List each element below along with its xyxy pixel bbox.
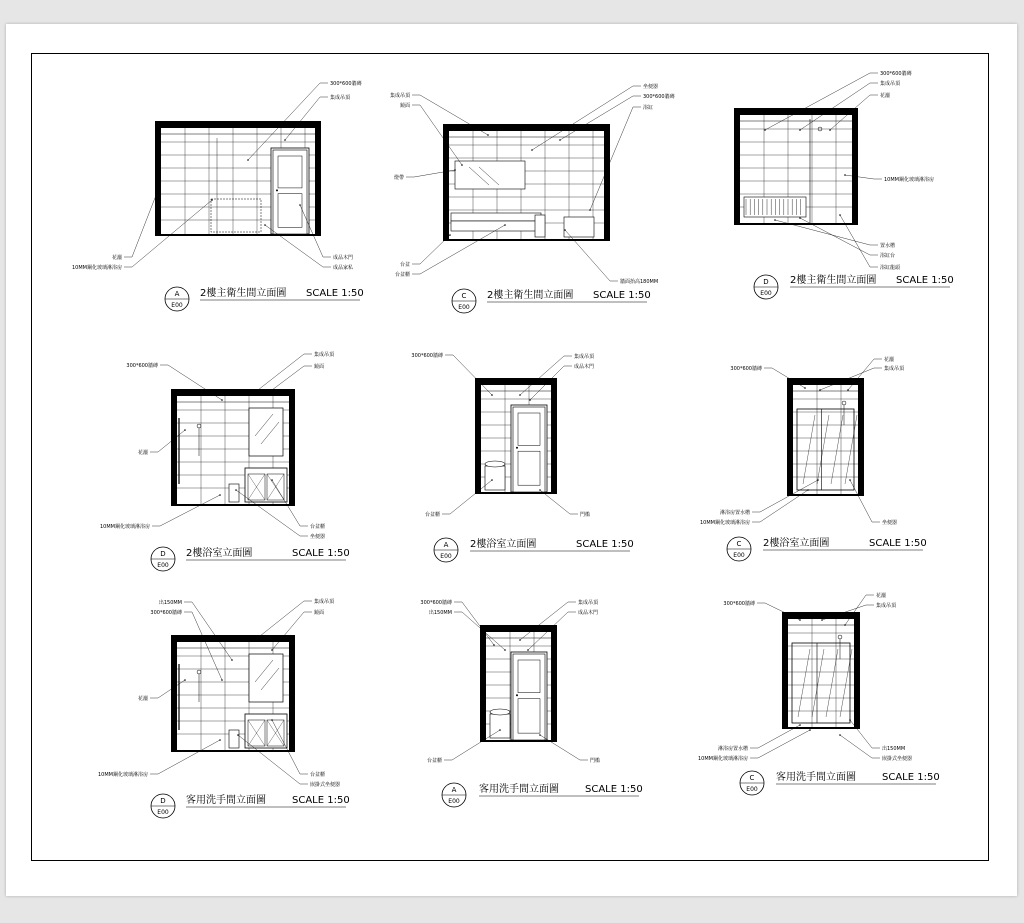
- glass-hatch: [817, 415, 829, 484]
- callout-dot: [849, 479, 851, 481]
- callout-label: 集成吊頂: [314, 352, 335, 358]
- floor-line: [177, 750, 289, 752]
- callout-leader: [192, 612, 222, 680]
- view-scale: SCALE 1:50: [585, 784, 643, 795]
- callout-label: 成品木門: [578, 610, 599, 616]
- callout-dot: [539, 734, 541, 736]
- callout-label: 坐便器: [882, 520, 898, 526]
- callout-dot: [219, 739, 221, 741]
- callout-label: 集成吊頂: [876, 603, 897, 609]
- callout-dot: [539, 489, 541, 491]
- callout-dot: [264, 224, 266, 226]
- ceiling-slab: [171, 635, 295, 642]
- callout-label: 花灑: [137, 696, 148, 702]
- elevation-view-3: [734, 70, 954, 299]
- callout-label: 300*600牆磚: [330, 81, 362, 87]
- elevation-view-1: [72, 80, 364, 311]
- callout-label: 坐便器: [310, 534, 326, 540]
- view-title: 2樓浴室立面圖: [470, 539, 537, 550]
- callout-dot: [491, 479, 493, 481]
- bathtub: [744, 197, 806, 217]
- view-scale: SCALE 1:50: [292, 795, 350, 806]
- mirror: [249, 654, 283, 702]
- callout-leader: [420, 225, 505, 274]
- ceiling-slab: [475, 378, 557, 385]
- view-title: 2樓浴室立面圖: [186, 548, 253, 559]
- section-tag-letter: C: [749, 774, 755, 782]
- callout-dot: [299, 204, 301, 206]
- callout-dot: [531, 149, 533, 151]
- right-wall: [858, 378, 864, 496]
- callout-dot: [184, 429, 186, 431]
- basin: [485, 461, 505, 467]
- shower-enclosure: [797, 409, 854, 490]
- shower-head: [838, 635, 842, 639]
- section-tag-ref: E00: [448, 798, 460, 805]
- callout-dot: [159, 184, 161, 186]
- floor-line: [740, 223, 852, 225]
- callout-label: 鏡面: [399, 103, 410, 109]
- callout-dot: [519, 394, 521, 396]
- vanity-cabinet: [245, 714, 287, 748]
- callout-label: 10MM鋼化玻璃淋浴房: [884, 177, 934, 183]
- callout-dot: [527, 649, 529, 651]
- callout-leader: [420, 105, 462, 165]
- callout-dot: [284, 139, 286, 141]
- callout-dot: [211, 199, 213, 201]
- callout-dot: [504, 649, 506, 651]
- view-scale: SCALE 1:50: [593, 290, 651, 301]
- callout-label: 門槛: [590, 758, 601, 764]
- callout-label: 出150MM: [158, 600, 182, 606]
- callout-label: 300*600牆磚: [730, 366, 762, 372]
- callout-dot: [487, 134, 489, 136]
- shower-head: [197, 670, 201, 674]
- section-tag-ref: E00: [458, 304, 470, 311]
- callout-dot: [809, 729, 811, 731]
- callout-leader: [520, 356, 564, 395]
- left-wall: [155, 121, 161, 236]
- callout-dot: [449, 234, 451, 236]
- callout-leader: [272, 612, 304, 650]
- callout-dot: [804, 387, 806, 389]
- elevation-view-5: [411, 352, 633, 562]
- left-wall: [171, 389, 177, 506]
- elevation-view-6: [700, 356, 927, 561]
- glass-hatch: [845, 415, 857, 484]
- section-tag-letter: A: [451, 786, 457, 794]
- callout-leader: [462, 602, 494, 645]
- callout-dot: [821, 619, 823, 621]
- elevation-view-2: [390, 83, 675, 313]
- callout-label: 300*600牆磚: [723, 601, 755, 607]
- callout-leader: [450, 480, 492, 514]
- callout-label: 花灑: [884, 357, 895, 363]
- callout-label: 台盆櫃: [310, 524, 326, 530]
- glass-hatch: [812, 649, 824, 717]
- section-tag-ref: E00: [171, 302, 183, 309]
- furniture-outline: [211, 199, 261, 232]
- callout-leader: [532, 86, 633, 150]
- callout-dot: [271, 479, 273, 481]
- toilet: [535, 215, 545, 237]
- section-tag-ref: E00: [440, 553, 452, 560]
- view-scale: SCALE 1:50: [306, 288, 364, 299]
- callout-dot: [499, 729, 501, 731]
- right-wall: [289, 389, 295, 506]
- callout-label: 集成吊頂: [884, 366, 905, 372]
- wall-tile-grid: [788, 619, 854, 727]
- callout-dot: [819, 389, 821, 391]
- callout-leader: [758, 725, 800, 748]
- callout-label: 花灑: [111, 255, 122, 261]
- callout-label: 門槛: [580, 512, 591, 518]
- callout-dot: [844, 624, 846, 626]
- callout-label: 花灑: [876, 593, 887, 599]
- callout-label: 嵌掛式坐便器: [310, 782, 341, 788]
- callout-label: 成品木門: [333, 255, 354, 261]
- callout-labels: [764, 70, 934, 271]
- callout-leader: [192, 602, 232, 660]
- callout-label: 成品木門: [574, 364, 595, 370]
- callout-dot: [839, 734, 841, 736]
- callout-dot: [829, 129, 831, 131]
- callout-dot: [799, 129, 801, 131]
- callout-dot: [184, 679, 186, 681]
- door-handle: [516, 447, 518, 449]
- callout-dot: [454, 169, 456, 171]
- callout-leader: [760, 490, 808, 522]
- callout-dot: [799, 619, 801, 621]
- callout-labels: [420, 599, 600, 764]
- callout-label: 牆面抬高180MM: [620, 279, 659, 285]
- callout-dot: [559, 139, 561, 141]
- left-wall: [480, 625, 486, 742]
- right-wall: [854, 612, 860, 729]
- callout-label: 台盆櫃: [424, 512, 440, 518]
- callout-dot: [237, 734, 239, 736]
- right-wall: [551, 378, 557, 494]
- section-tag-letter: D: [763, 278, 769, 286]
- callout-label: 出150MM: [882, 746, 906, 752]
- floor-line: [449, 239, 604, 241]
- section-tag-ref: E00: [746, 786, 758, 793]
- callout-dot: [461, 164, 463, 166]
- wall-tile-grid: [793, 385, 858, 494]
- callout-leader: [132, 200, 212, 267]
- door-handle: [516, 694, 518, 696]
- basin: [490, 709, 510, 715]
- callout-label: 台盆櫃: [394, 272, 410, 278]
- callout-leader: [160, 495, 220, 526]
- floor-line: [793, 494, 858, 496]
- callout-leader: [520, 602, 568, 640]
- callout-label: 台盆櫃: [426, 758, 442, 764]
- callout-dot: [271, 389, 273, 391]
- section-tag-letter: A: [443, 541, 449, 549]
- glass-hatch: [831, 415, 843, 484]
- callout-dot: [519, 639, 521, 641]
- callout-dot: [231, 659, 233, 661]
- callout-label: 浴缸: [643, 105, 654, 111]
- callout-label: 浴缸龍頭: [880, 265, 901, 271]
- callout-label: 300*600牆磚: [150, 610, 182, 616]
- callout-dot: [221, 399, 223, 401]
- section-tag-ref: E00: [733, 552, 745, 559]
- view-title: 2樓主衛生間立面圖: [487, 290, 574, 301]
- callout-leader: [452, 730, 500, 760]
- callout-label: 成品家私: [333, 265, 354, 271]
- left-wall: [171, 635, 177, 752]
- view-scale: SCALE 1:50: [292, 548, 350, 559]
- view-title: 客用洗手間立面圖: [479, 784, 559, 795]
- callout-leader: [800, 83, 870, 130]
- callout-label: 淋浴房置水槽: [719, 510, 750, 516]
- callout-leader: [158, 740, 220, 774]
- glass-hatch: [826, 649, 838, 717]
- left-wall: [734, 108, 740, 225]
- door-handle: [276, 189, 278, 191]
- callout-dot: [849, 719, 851, 721]
- vanity-cabinet: [245, 468, 287, 502]
- ceiling-slab: [480, 625, 557, 632]
- callout-leader: [453, 355, 492, 395]
- ceiling-slab: [155, 121, 321, 128]
- section-tag-letter: D: [160, 797, 166, 805]
- toilet: [229, 484, 239, 502]
- callout-label: 鏡面: [314, 364, 325, 370]
- callout-dot: [817, 479, 819, 481]
- elevation-view-8: [420, 599, 642, 807]
- callout-dot: [799, 217, 801, 219]
- ceiling-slab: [782, 612, 860, 619]
- callout-label: 300*600牆磚: [420, 600, 452, 606]
- callout-dot: [774, 219, 776, 221]
- callout-leader: [540, 735, 580, 760]
- callout-label: 集成吊頂: [314, 599, 335, 605]
- callout-label: 10MM鋼化玻璃淋浴房: [700, 520, 750, 526]
- glass-hatch: [803, 415, 815, 484]
- view-scale: SCALE 1:50: [576, 539, 634, 550]
- view-title: 客用洗手間立面圖: [776, 772, 856, 783]
- callout-label: 集成吊頂: [880, 81, 901, 87]
- ceiling-slab: [171, 389, 295, 396]
- section-tag-letter: C: [461, 292, 467, 300]
- callout-leader: [565, 230, 610, 281]
- callout-label: 300*600牆磚: [880, 71, 912, 77]
- shower-head: [842, 401, 846, 405]
- callout-dot: [504, 224, 506, 226]
- right-wall: [315, 121, 321, 236]
- right-wall: [852, 108, 858, 225]
- callout-label: 集成吊頂: [330, 95, 351, 101]
- callout-dot: [271, 649, 273, 651]
- callout-leader: [420, 235, 450, 264]
- callout-label: 10MM鋼化玻璃淋浴房: [98, 772, 148, 778]
- section-tag-letter: A: [174, 290, 180, 298]
- callout-label: 300*600牆磚: [643, 94, 675, 100]
- view-scale: SCALE 1:50: [869, 538, 927, 549]
- callout-leader: [840, 735, 872, 758]
- view-title: 2樓主衛生間立面圖: [200, 288, 287, 299]
- view-title: 2樓主衛生間立面圖: [790, 275, 877, 286]
- callout-label: 10MM鋼化玻璃淋浴房: [72, 265, 122, 271]
- callout-label: 300*600牆磚: [126, 363, 158, 369]
- toilet: [229, 730, 239, 748]
- mirror: [455, 161, 525, 189]
- callout-dot: [564, 229, 566, 231]
- floor-line: [788, 727, 854, 729]
- callout-label: 置水槽: [880, 243, 896, 249]
- callout-dot: [764, 129, 766, 131]
- callout-labels: [100, 351, 334, 540]
- callout-leader: [272, 366, 304, 390]
- section-tag-ref: E00: [157, 562, 169, 569]
- callout-dot: [844, 174, 846, 176]
- left-wall: [782, 612, 788, 729]
- callout-dot: [491, 394, 493, 396]
- callout-label: 10MM鋼化玻璃淋浴房: [698, 756, 748, 762]
- callout-dot: [254, 639, 256, 641]
- left-wall: [787, 378, 793, 496]
- left-wall: [475, 378, 481, 494]
- callout-label: 嵌掛式坐便器: [882, 756, 913, 762]
- shower-head: [197, 424, 201, 428]
- callout-label: 台盆: [399, 262, 410, 268]
- callout-dot: [221, 679, 223, 681]
- callout-label: 淋浴房置水槽: [717, 746, 748, 752]
- callout-leader: [850, 720, 872, 748]
- vanity-cabinet: [451, 221, 541, 231]
- callout-label: 集成吊頂: [574, 354, 595, 360]
- ceiling-slab: [734, 108, 858, 115]
- section-tag-letter: D: [160, 550, 166, 558]
- callout-dot: [529, 399, 531, 401]
- view-title: 2樓浴室立面圖: [763, 538, 830, 549]
- callout-leader: [845, 175, 874, 179]
- glass-hatch: [798, 649, 810, 717]
- callout-label: 浴缸台: [880, 253, 896, 259]
- section-tag-ref: E00: [157, 809, 169, 816]
- callout-dot: [271, 719, 273, 721]
- callout-dot: [589, 209, 591, 211]
- right-wall: [551, 625, 557, 742]
- callout-label: 300*600牆磚: [411, 353, 443, 359]
- callout-dot: [493, 644, 495, 646]
- callout-label: 鏡面: [314, 610, 325, 616]
- callout-dot: [839, 214, 841, 216]
- section-tag-ref: E00: [760, 290, 772, 297]
- callout-label: 集成吊頂: [578, 600, 599, 606]
- callout-label: 集成吊頂: [389, 93, 410, 99]
- elevation-view-4: [100, 351, 350, 571]
- basin-cabinet: [485, 466, 505, 490]
- elevation-view-9: [698, 592, 940, 795]
- callout-leader: [590, 107, 633, 210]
- callout-label: 坐便器: [643, 84, 659, 90]
- callout-label: 燈帶: [393, 175, 404, 181]
- callout-label: 出150MM: [428, 610, 452, 616]
- callout-label: 花灑: [880, 93, 891, 99]
- floor-line: [177, 504, 289, 506]
- view-title: 客用洗手間立面圖: [186, 795, 266, 806]
- callout-leader: [258, 354, 304, 390]
- mirror: [249, 408, 283, 456]
- callout-leader: [285, 97, 320, 140]
- callout-dot: [235, 489, 237, 491]
- vanity-top: [451, 213, 541, 221]
- callout-dot: [219, 494, 221, 496]
- callout-label: 10MM鋼化玻璃淋浴房: [100, 524, 150, 530]
- callout-label: 台盆櫃: [310, 772, 326, 778]
- callout-labels: [98, 598, 340, 788]
- right-wall: [604, 124, 610, 241]
- callout-dot: [799, 724, 801, 726]
- left-wall: [443, 124, 449, 241]
- view-scale: SCALE 1:50: [882, 772, 940, 783]
- callout-dot: [847, 389, 849, 391]
- callout-leader: [758, 730, 810, 758]
- callout-dot: [807, 489, 809, 491]
- section-tag-letter: C: [736, 540, 742, 548]
- elevation-view-7: [98, 598, 350, 818]
- right-wall: [289, 635, 295, 752]
- callout-dot: [247, 159, 249, 161]
- callout-label: 花灑: [137, 450, 148, 456]
- view-scale: SCALE 1:50: [896, 275, 954, 286]
- callout-dot: [257, 389, 259, 391]
